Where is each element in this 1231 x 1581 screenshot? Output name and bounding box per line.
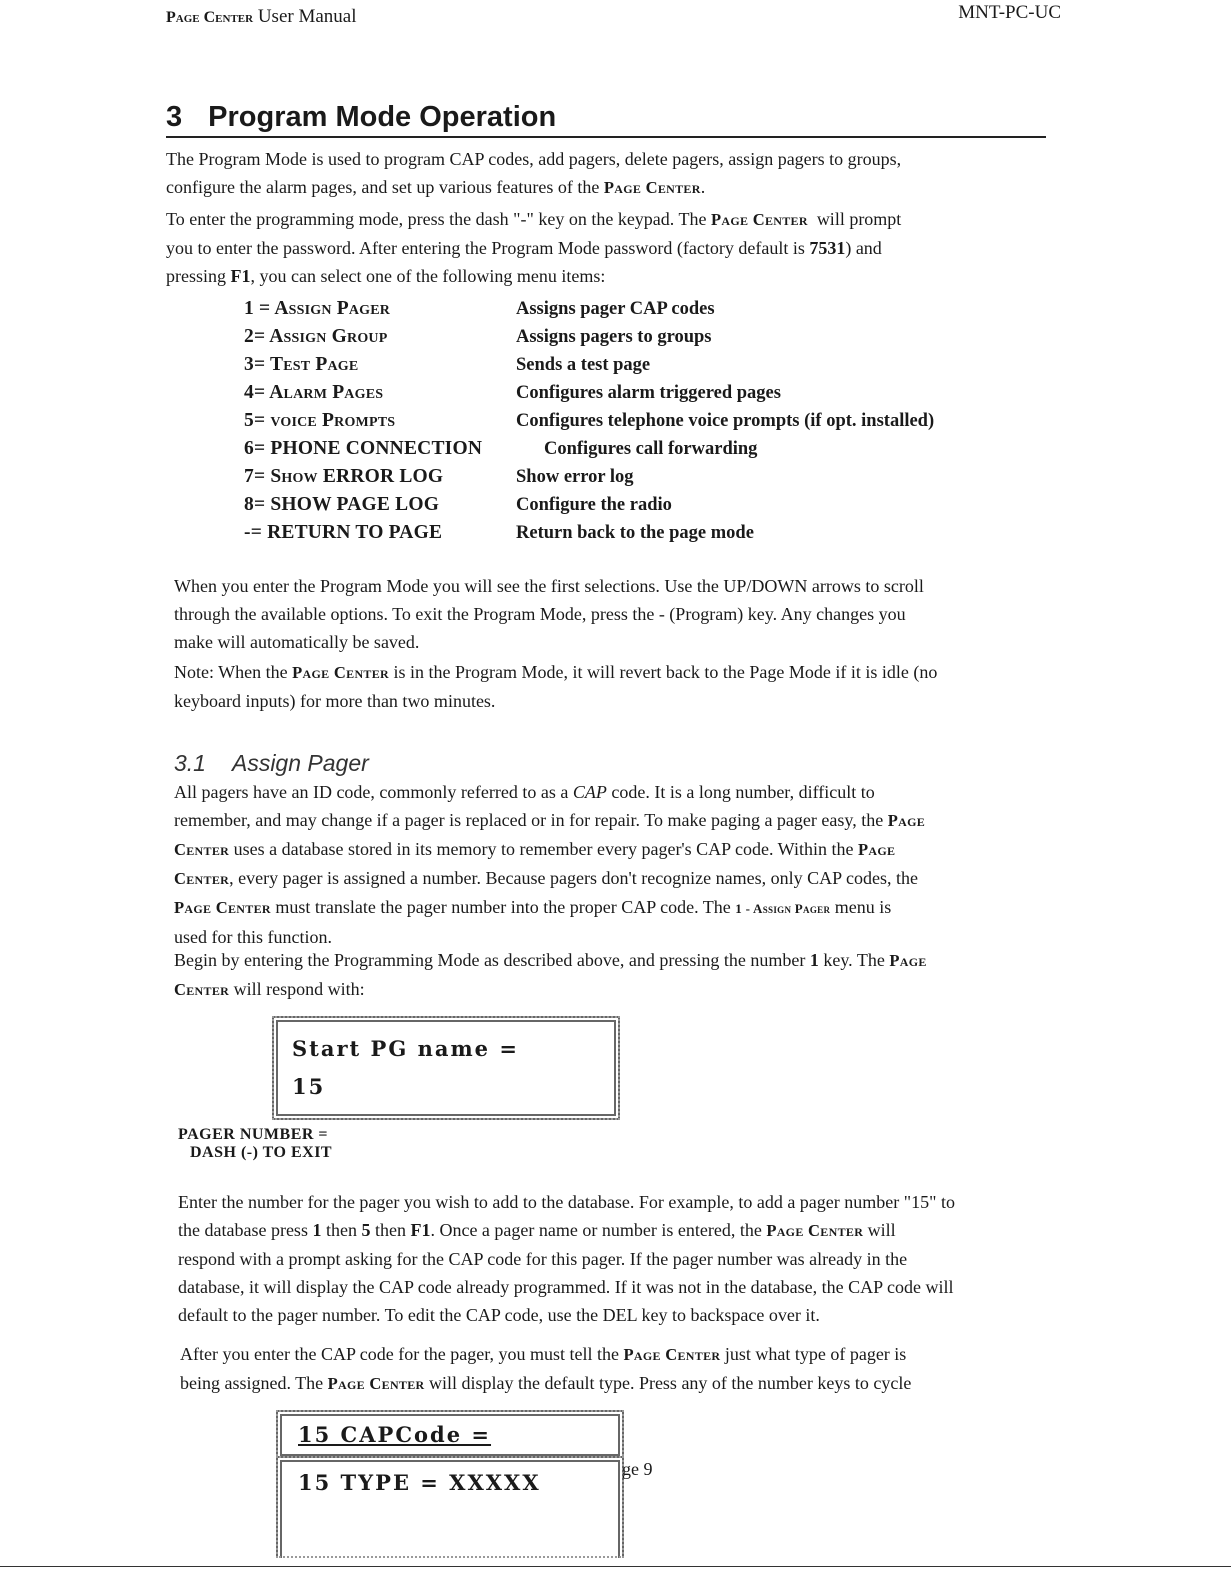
lcd-display-type: [276, 1456, 624, 1558]
text-line: When you enter the Program Mode you will see the first selections. Use the UP/DOWN arrows to scroll: [174, 576, 924, 596]
text-line: configure the alarm pages, and set up various features of the Page Center.: [166, 177, 706, 197]
lcd-line: 15 CAPCode =: [298, 1422, 492, 1447]
text-line: Center will respond with:: [174, 979, 365, 999]
text-line: being assigned. The Page Center will display the default type. Press any of the number keys to cycle: [180, 1373, 912, 1393]
running-header: [166, 6, 357, 28]
menu-row: [244, 379, 1004, 407]
text-line: pressing F1, you can select one of the following menu items:: [166, 266, 606, 286]
lcd-line: 15 TYPE = XXXXX: [298, 1470, 541, 1495]
text-line: the database press 1 then 5 then F1. Once a pager name or number is entered, the Page Center will: [178, 1220, 896, 1240]
menu-row: [244, 435, 1004, 463]
text-line: Note: When the Page Center is in the Program Mode, it will revert back to the Page Mode if it is idle (no: [174, 662, 938, 682]
menu-item-desc: Assigns pager CAP codes: [516, 299, 715, 319]
lcd-display-capcode: [276, 1410, 624, 1460]
menu-item-label: 7= Show ERROR LOG: [244, 466, 444, 487]
text-line: After you enter the CAP code for the pager, you must tell the Page Center just what type of pager is: [180, 1344, 907, 1364]
section-heading: [166, 100, 1046, 138]
text-line: make will automatically be saved.: [174, 632, 420, 652]
menu-item-label: 4= Alarm Pages: [244, 382, 384, 403]
text-line: All pagers have an ID code, commonly referred to as a CAP code. It is a long number, difficult to: [174, 782, 875, 802]
menu-row: [244, 295, 1004, 323]
subsection-title: Assign Pager: [231, 750, 369, 776]
menu-item-label: 2= Assign Group: [244, 326, 388, 347]
header-manual-title: User Manual: [257, 6, 357, 27]
text-line: Center uses a database stored in its memory to remember every pager's CAP code. Within the Page: [174, 839, 896, 859]
menu-item-label: 1 = Assign Pager: [244, 298, 391, 319]
menu-item-desc: Configure the radio: [516, 495, 672, 515]
menu-item-desc: Assigns pagers to groups: [516, 327, 712, 347]
subsection-number: 3.1: [174, 750, 206, 776]
text-line: keyboard inputs) for more than two minutes.: [174, 691, 496, 711]
text-line: respond with a prompt asking for the CAP code for this pager. If the pager number was already in the: [178, 1249, 908, 1269]
intro-paragraph: [166, 145, 901, 202]
menu-item-label: 6= PHONE CONNECTION: [244, 438, 483, 459]
lcd-display-start-pg: [272, 1016, 620, 1120]
program-menu-list: [244, 295, 1004, 547]
section-title: Program Mode Operation: [208, 101, 557, 133]
menu-item-desc: Configures alarm triggered pages: [516, 383, 781, 403]
subsection-heading: [174, 750, 369, 777]
text-line: default to the pager number. To edit the CAP code, use the DEL key to backspace over it.: [178, 1305, 820, 1325]
text-line: Begin by entering the Programming Mode as described above, and pressing the number 1 key. The Page: [174, 950, 927, 970]
text-line: database, it will display the CAP code already programmed. If it was not in the database, the CAP code will: [178, 1277, 954, 1297]
menu-item-label: 5= voice Prompts: [244, 410, 396, 431]
caption-line: DASH (-) TO EXIT: [190, 1144, 333, 1161]
enter-mode-paragraph: [166, 205, 901, 290]
text-line: through the available options. To exit the Program Mode, press the - (Program) key. Any changes you: [174, 604, 906, 624]
text-line: Center, every pager is assigned a number. Because pagers don't recognize names, only CAP codes, the: [174, 868, 918, 888]
lcd-line: Start PG name =: [292, 1036, 519, 1061]
menu-row: [244, 351, 1004, 379]
text-line: remember, and may change if a pager is replaced or in for repair. To make paging a pager easy, the Page: [174, 810, 926, 830]
navigation-paragraph: [174, 572, 924, 656]
menu-item-label: 3= Test Page: [244, 354, 359, 375]
menu-item-desc: Configures call forwarding: [544, 439, 758, 459]
menu-row: [244, 519, 1004, 547]
menu-item-desc: Show error log: [516, 467, 634, 487]
menu-row: [244, 323, 1004, 351]
caption-line: PAGER NUMBER =: [178, 1126, 329, 1143]
text-line: To enter the programming mode, press the dash "-" key on the keypad. The Page Center will prompt: [166, 209, 902, 229]
begin-paragraph: [174, 946, 927, 1004]
footer-divider: [0, 1566, 1231, 1567]
cap-code-paragraph: [180, 1340, 911, 1398]
enter-number-paragraph: [178, 1188, 955, 1329]
lcd-line: 15: [292, 1074, 326, 1099]
assign-pager-paragraph: [174, 778, 925, 951]
menu-item-label: -= RETURN TO PAGE: [244, 522, 443, 543]
text-line: Enter the number for the pager you wish to add to the database. For example, to add a pager number "15" to: [178, 1192, 955, 1212]
text-line: Page Center must translate the pager number into the proper CAP code. The 1 - Assign Pager menu is: [174, 897, 892, 917]
text-line: The Program Mode is used to program CAP codes, add pagers, delete pagers, assign pagers to groups,: [166, 149, 902, 169]
menu-item-desc: Sends a test page: [516, 355, 651, 375]
header-brand: Page Center: [166, 9, 254, 26]
lcd-caption: [178, 1126, 332, 1162]
note-paragraph: [174, 658, 937, 715]
menu-row: [244, 463, 1004, 491]
menu-item-desc: Configures telephone voice prompts (if opt. installed): [516, 411, 935, 431]
menu-row: [244, 407, 1004, 435]
section-number: 3: [166, 101, 183, 133]
menu-item-desc: Return back to the page mode: [516, 523, 754, 543]
menu-row: [244, 491, 1004, 519]
document-code: MNT-PC-UC: [958, 2, 1061, 23]
text-line: used for this function.: [174, 927, 332, 947]
text-line: you to enter the password. After entering the Program Mode password (factory default is 7531) and: [166, 238, 882, 258]
page-number: ge 9: [622, 1459, 653, 1479]
menu-item-label: 8= SHOW PAGE LOG: [244, 494, 440, 515]
